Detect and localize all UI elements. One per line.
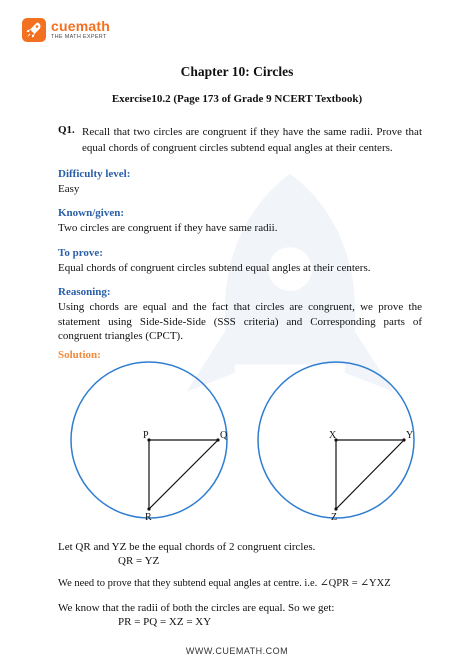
label-z: Z [331, 512, 338, 523]
step-line-1: Let QR and YZ be the equal chords of 2 congruent circles. [58, 541, 316, 553]
exercise-title: Exercise10.2 (Page 173 of Grade 9 NCERT Textbook) [111, 93, 363, 105]
chord-qr [149, 440, 218, 509]
known-heading: Known/given: [58, 207, 125, 219]
brand-name: cuemath [51, 18, 110, 35]
label-x: X [329, 430, 337, 441]
to-prove-text: Equal chords of congruent circles subtend equal angles at their centers. [58, 262, 371, 274]
equation-qr-yz: QR = YZ [118, 555, 160, 567]
to-prove-heading: To prove: [58, 247, 103, 259]
footer-url[interactable]: WWW.CUEMATH.COM [185, 646, 289, 656]
chord-yz [336, 440, 404, 509]
label-y: Y [406, 430, 414, 441]
label-p: P [143, 430, 149, 441]
reasoning-heading: Reasoning: [58, 286, 111, 298]
point-r [147, 507, 150, 510]
chapter-title: Chapter 10: Circles [180, 64, 294, 79]
point-z [334, 507, 337, 510]
brand-tagline: THE MATH EXPERT [51, 34, 107, 41]
step-line-3: We know that the radii of both the circles are equal. So we get: [58, 602, 335, 614]
question-text: Recall that two circles are congruent if they have the same radii. Prove that equal chords of congruent circles subtend equal angles at their centers. [82, 126, 422, 154]
equation-radii: PR = PQ = XZ = XY [118, 616, 212, 628]
label-r: R [145, 512, 152, 523]
reasoning-text: Using chords are equal and the fact that circles are congruent, we prove the statement using Side-Side-Side (SSS criteria) and Corresponding parts of congruent triangles (CPCT). [58, 301, 422, 342]
difficulty-heading: Difficulty level: [58, 168, 131, 180]
solution-heading: Solution: [58, 349, 101, 361]
step-line-2: We need to prove that they subtend equal angles at centre. i.e. ∠QPR = ∠YXZ [58, 578, 391, 589]
question-number: Q1. [58, 124, 75, 136]
difficulty-text: Easy [58, 183, 80, 195]
label-q: Q [220, 430, 228, 441]
known-text: Two circles are congruent if they have same radii. [58, 222, 278, 234]
